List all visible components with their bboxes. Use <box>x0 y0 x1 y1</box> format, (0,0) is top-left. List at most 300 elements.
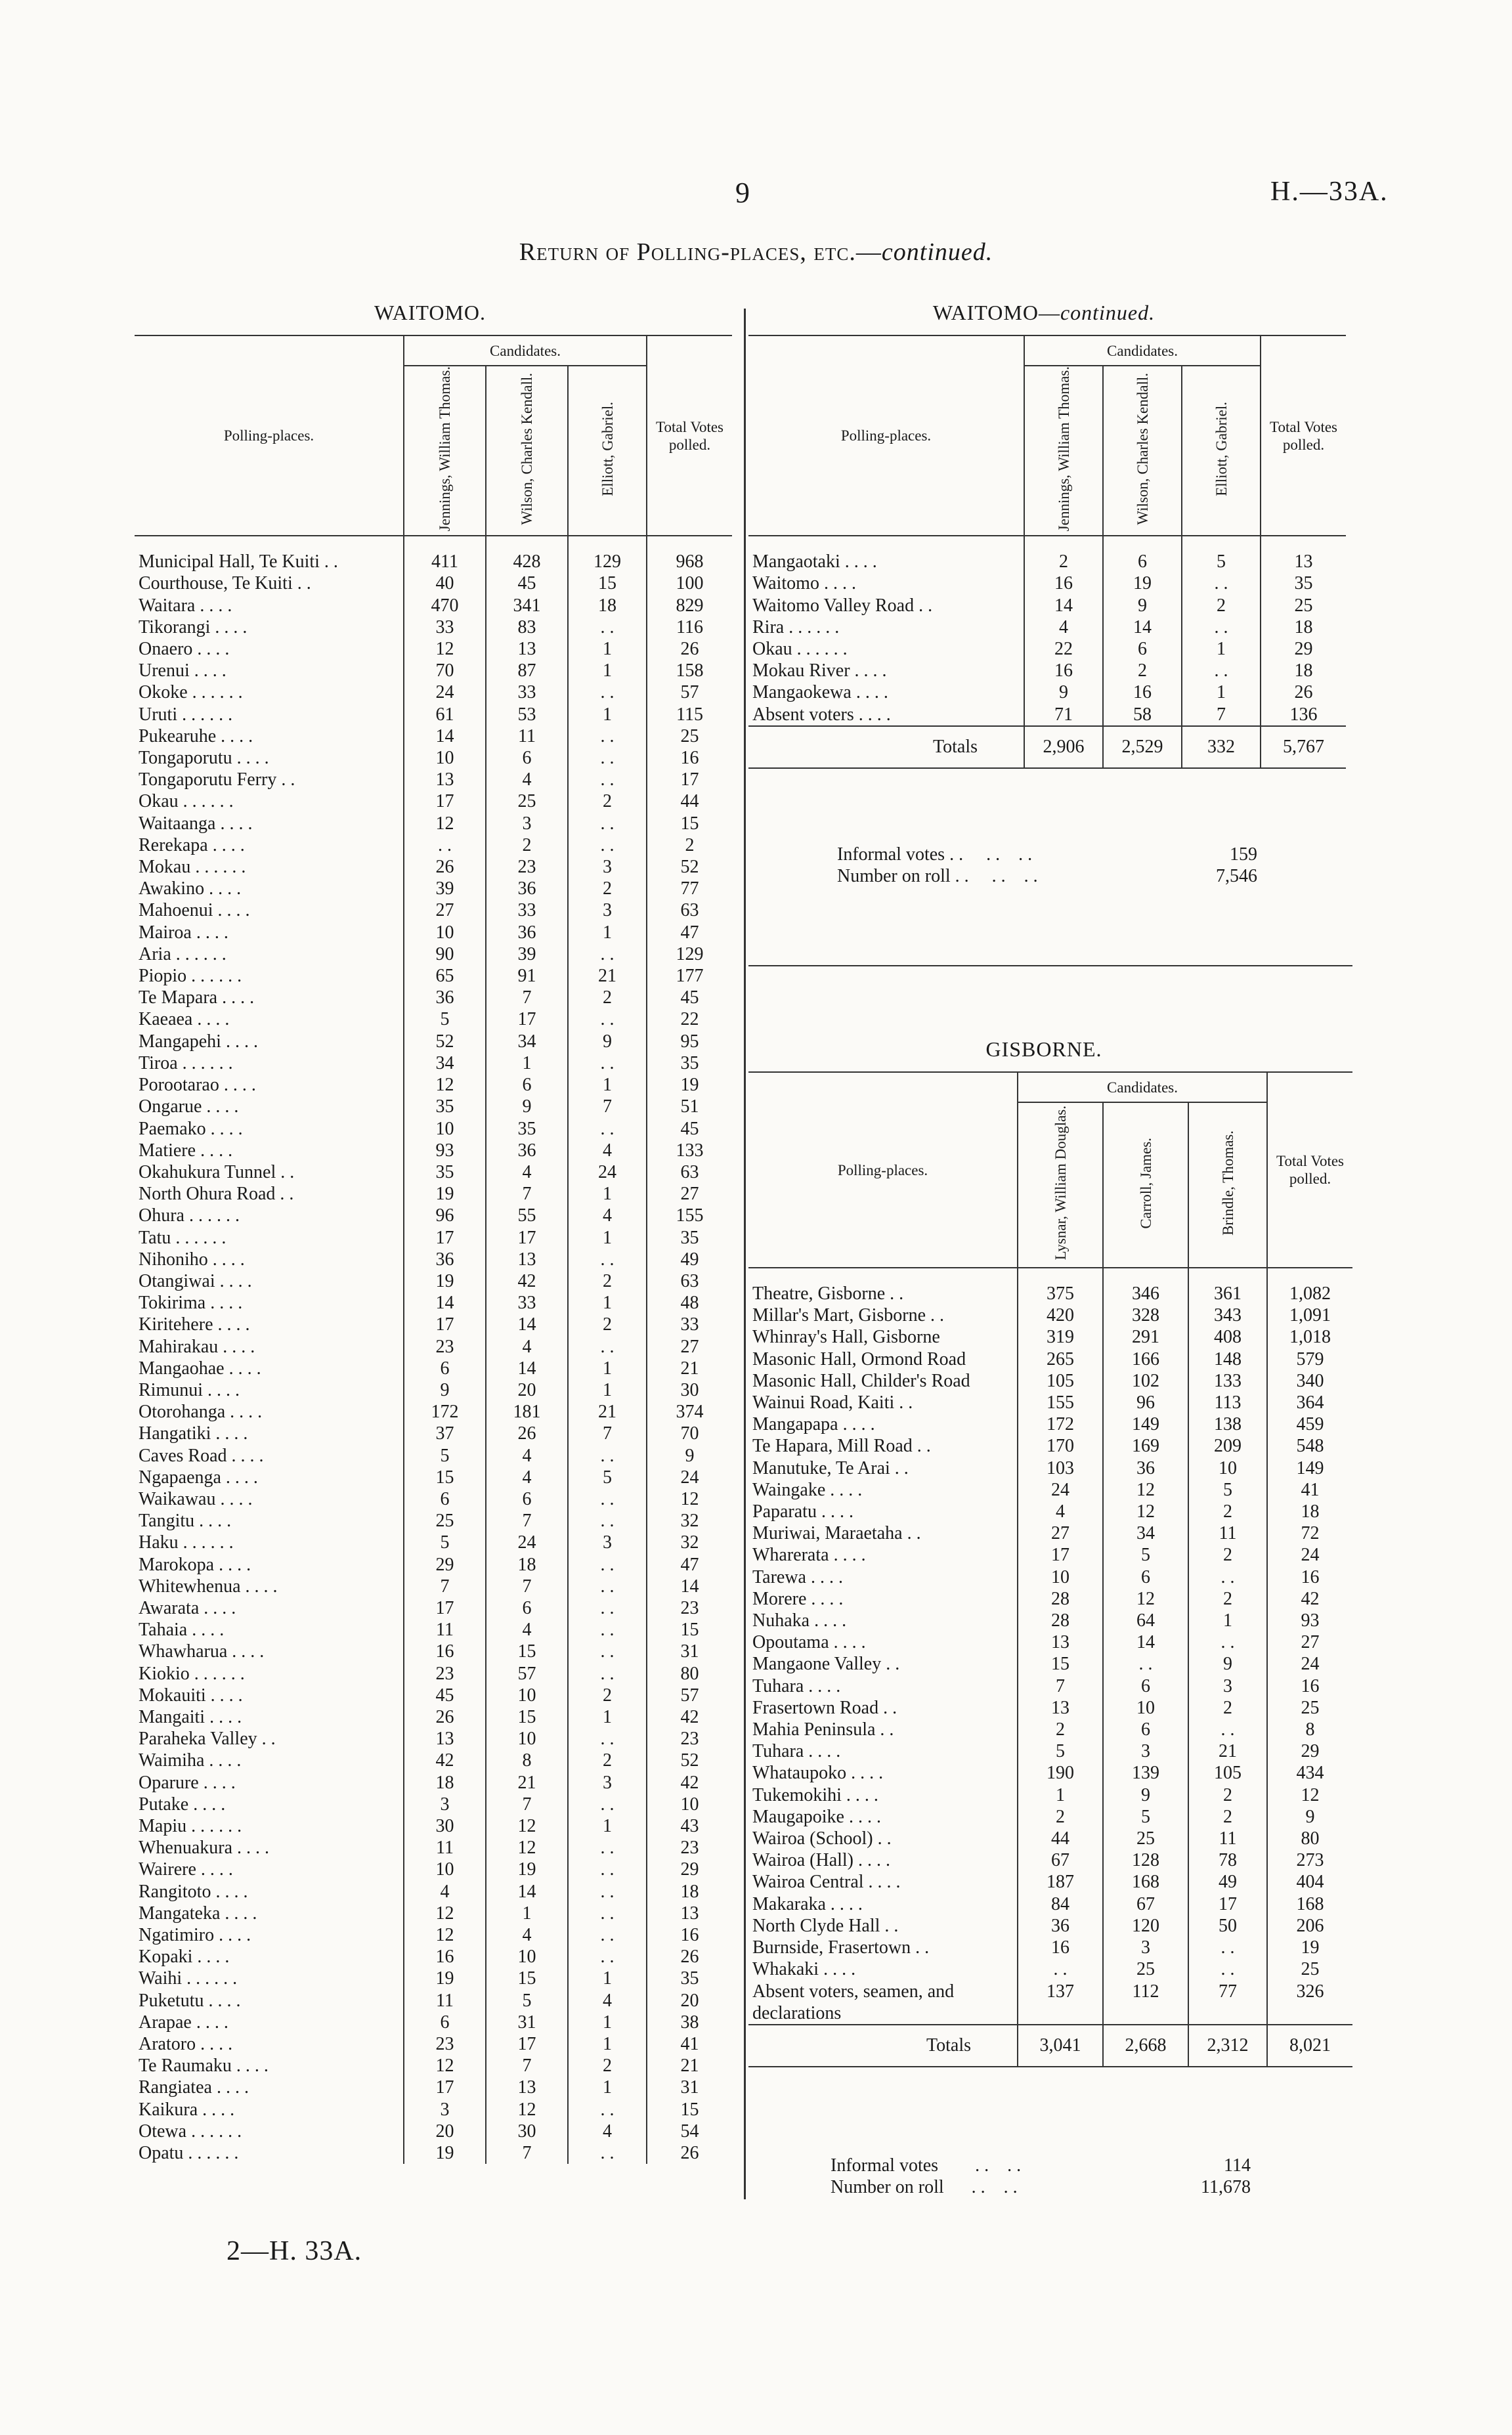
total-votes-cell: 57 <box>647 1685 732 1706</box>
vote-count-cell: 3 <box>486 813 568 834</box>
vote-count-cell: 12 <box>404 2055 486 2077</box>
table-row <box>135 1510 732 1532</box>
vote-count-cell: 2 <box>1188 1806 1267 1828</box>
vote-count-cell: 4 <box>486 1161 568 1183</box>
total-votes-cell: 23 <box>647 1837 732 1859</box>
vote-count-cell: 12 <box>404 1074 486 1096</box>
table-row <box>135 769 732 790</box>
total-votes-cell: 136 <box>1261 704 1346 726</box>
vote-count-cell: 265 <box>1018 1348 1103 1370</box>
vote-count-cell: 3 <box>404 1794 486 1815</box>
vote-count-cell: 28 <box>1018 1588 1103 1610</box>
vote-count-cell: 7 <box>486 2055 568 2077</box>
vote-count-cell: 15 <box>1018 1653 1103 1675</box>
polling-place-name: Paraheka Valley . . <box>139 1729 276 1750</box>
vote-count-cell: 30 <box>486 2121 568 2142</box>
total-votes-cell: 2 <box>647 834 732 856</box>
total-votes-cell: 47 <box>647 1554 732 1576</box>
vote-count-cell: 2 <box>1188 1501 1267 1522</box>
vote-count-cell: 2 <box>568 1314 647 1335</box>
vote-count-cell: . . <box>404 834 486 856</box>
table-row <box>135 1924 732 1946</box>
vote-count-cell: 20 <box>404 2121 486 2142</box>
vote-count-cell: 2 <box>568 790 647 812</box>
total-votes-cell: 17 <box>647 769 732 790</box>
vote-count-cell: 9 <box>486 1096 568 1117</box>
total-votes-cell: 19 <box>647 1074 732 1096</box>
total-votes-cell: 49 <box>647 1249 732 1270</box>
vote-count-cell: 12 <box>404 813 486 834</box>
on-roll-value: 11,678 <box>1201 2177 1251 2197</box>
vote-count-cell: 17 <box>486 1008 568 1030</box>
polling-place-name: Mokau River . . . . <box>752 660 887 681</box>
total-votes-cell: 26 <box>647 1946 732 1968</box>
total-cell: 332 <box>1182 726 1261 768</box>
vote-count-cell: 17 <box>404 790 486 812</box>
polling-place-name: Tangitu . . . . <box>139 1511 232 1532</box>
table-row <box>135 1663 732 1685</box>
gisborne-title: GISBORNE. <box>985 1037 1102 1061</box>
vote-count-cell: 27 <box>404 899 486 921</box>
polling-place-name: Onaero . . . . <box>139 639 230 660</box>
vote-count-cell: 6 <box>1103 1566 1188 1588</box>
total-cell: 2,668 <box>1103 2025 1188 2067</box>
vote-count-cell: 10 <box>1018 1566 1103 1588</box>
polling-place-name: declarations <box>752 2002 842 2023</box>
polling-place-name: Makaraka . . . . <box>752 1893 863 1914</box>
totals-label: Totals <box>748 2025 1018 2067</box>
candidate-header: Wilson, Charles Kendall. <box>486 366 568 536</box>
total-votes-cell: 72 <box>1267 1522 1352 1544</box>
polling-place-name: Tahaia . . . . <box>139 1620 225 1641</box>
vote-count-cell: 12 <box>404 638 486 660</box>
total-votes-cell: 23 <box>647 1728 732 1750</box>
candidates-header: Candidates. <box>1024 335 1261 366</box>
vote-count-cell: 190 <box>1018 1762 1103 1784</box>
vote-count-cell: 22 <box>1024 638 1103 660</box>
total-votes-cell: 18 <box>1267 1501 1352 1522</box>
on-roll-label: Number on roll . . . . . . <box>837 866 1038 886</box>
polling-place-name: Absent voters, seamen, and <box>752 1981 955 2002</box>
vote-count-cell: 4 <box>486 769 568 790</box>
total-votes-cell: 41 <box>1267 1479 1352 1501</box>
vote-count-cell: 77 <box>1188 1981 1267 2002</box>
table-row <box>135 1859 732 1880</box>
table-row <box>748 1370 1352 1392</box>
table-row <box>135 2142 732 2164</box>
table-row <box>135 616 732 638</box>
vote-count-cell: 64 <box>1103 1610 1188 1631</box>
polling-place-name: Okahukura Tunnel . . <box>139 1161 295 1182</box>
table-row <box>135 1270 732 1292</box>
candidate-header: Wilson, Charles Kendall. <box>1103 366 1182 536</box>
polling-place-name: Tongaporutu . . . . <box>139 748 269 769</box>
vote-count-cell: 2 <box>568 2055 647 2077</box>
page-title-emphasis: continued. <box>881 238 993 266</box>
table-row <box>135 2012 732 2033</box>
gisborne-summary <box>831 2155 1251 2201</box>
vote-count-cell: 181 <box>486 1401 568 1423</box>
table-row <box>748 1981 1352 2002</box>
polling-place-name: Opoutama . . . . <box>752 1632 866 1653</box>
vote-count-cell: 34 <box>1103 1522 1188 1544</box>
vote-count-cell: 408 <box>1188 1326 1267 1348</box>
polling-place-name: Rangiatea . . . . <box>139 2077 249 2098</box>
vote-count-cell: 1 <box>568 2033 647 2055</box>
vote-count-cell: 14 <box>404 725 486 747</box>
vote-count-cell: 11 <box>404 1619 486 1641</box>
vote-count-cell: 172 <box>404 1401 486 1423</box>
polling-place-name: Nuhaka . . . . <box>752 1610 847 1631</box>
waitomo-table <box>135 335 732 2164</box>
vote-count-cell: 4 <box>1024 616 1103 638</box>
vote-count-cell: 9 <box>1103 595 1182 616</box>
vote-count-cell: . . <box>568 1728 647 1750</box>
vote-count-cell: . . <box>568 1837 647 1859</box>
table-row <box>135 1576 732 1597</box>
vote-count-cell: 50 <box>1188 1915 1267 1937</box>
vote-count-cell: 4 <box>486 1619 568 1641</box>
vote-count-cell: 49 <box>1188 1871 1267 1893</box>
vote-count-cell: 25 <box>486 790 568 812</box>
polling-place-name: Mapiu . . . . . . <box>139 1816 242 1836</box>
vote-count-cell: 2 <box>1018 1719 1103 1740</box>
vote-count-cell: 52 <box>404 1031 486 1052</box>
vote-count-cell: 4 <box>486 1445 568 1467</box>
vote-count-cell: 17 <box>486 2033 568 2055</box>
total-votes-cell: 25 <box>1267 1697 1352 1719</box>
vote-count-cell: 19 <box>404 1183 486 1205</box>
vote-count-cell: 10 <box>404 747 486 769</box>
total-votes-header: Total Votes polled. <box>1267 1072 1352 1268</box>
vote-count-cell: 7 <box>486 1794 568 1815</box>
total-votes-cell: 9 <box>647 1445 732 1467</box>
table-row <box>748 1937 1352 1958</box>
vote-count-cell: 4 <box>568 1205 647 1226</box>
total-votes-cell: 35 <box>647 1052 732 1074</box>
vote-count-cell: . . <box>1188 1719 1267 1740</box>
vote-count-cell: 1 <box>568 1292 647 1314</box>
vote-count-cell: 35 <box>404 1161 486 1183</box>
vote-count-cell: 10 <box>404 922 486 943</box>
vote-count-cell: . . <box>568 1946 647 1968</box>
vote-count-cell: 2 <box>1024 536 1103 572</box>
polling-place-name: Masonic Hall, Childer's Road <box>752 1370 970 1391</box>
total-votes-cell: 63 <box>647 1270 732 1292</box>
total-votes-cell: 23 <box>647 1597 732 1619</box>
vote-count-cell: 14 <box>1103 1631 1188 1653</box>
vote-count-cell: 6 <box>404 2012 486 2033</box>
total-votes-cell: 434 <box>1267 1762 1352 1784</box>
vote-count-cell: . . <box>568 813 647 834</box>
vote-count-cell: 7 <box>568 1423 647 1444</box>
total-votes-cell: 45 <box>647 1118 732 1140</box>
informal-votes-value: 114 <box>1224 2155 1251 2176</box>
vote-count-cell: 6 <box>486 1488 568 1510</box>
polling-place-name: Wairoa (Hall) . . . . <box>752 1850 890 1871</box>
polling-place-name: Awarata . . . . <box>139 1597 236 1618</box>
vote-count-cell: 2 <box>1018 1806 1103 1828</box>
vote-count-cell: 2 <box>1103 660 1182 681</box>
vote-count-cell: 12 <box>404 1903 486 1924</box>
vote-count-cell: 1 <box>568 1379 647 1401</box>
polling-place-name: Mairoa . . . . <box>139 922 228 943</box>
vote-count-cell: 36 <box>486 1140 568 1161</box>
table-row <box>135 704 732 725</box>
vote-count-cell: 29 <box>404 1554 486 1576</box>
table-row <box>748 1588 1352 1610</box>
vote-count-cell: 17 <box>404 1314 486 1335</box>
table-row <box>748 1806 1352 1828</box>
vote-count-cell: 4 <box>486 1336 568 1358</box>
vote-count-cell: 15 <box>486 1968 568 1989</box>
total-votes-cell: 21 <box>647 1358 732 1379</box>
table-row <box>135 878 732 899</box>
polling-place-name: Rira . . . . . . <box>752 616 840 637</box>
table-row <box>135 856 732 878</box>
polling-place-name: Okau . . . . . . <box>752 639 848 660</box>
polling-place-name: Rerekapa . . . . <box>139 834 245 855</box>
polling-place-name: Te Raumaku . . . . <box>139 2056 269 2077</box>
vote-count-cell: 11 <box>404 1990 486 2012</box>
polling-place-name: Waikawau . . . . <box>139 1488 253 1509</box>
total-votes-cell: 133 <box>647 1140 732 1161</box>
table-row <box>135 1118 732 1140</box>
vote-count-cell: 6 <box>404 1358 486 1379</box>
vote-count-cell: 90 <box>404 943 486 965</box>
vote-count-cell: 96 <box>404 1205 486 1226</box>
vote-count-cell: 19 <box>486 1859 568 1880</box>
vote-count-cell: 5 <box>404 1445 486 1467</box>
vote-count-cell: 18 <box>486 1554 568 1576</box>
vote-count-cell: . . <box>1182 616 1261 638</box>
vote-count-cell: 428 <box>486 536 568 572</box>
vote-count-cell: 1 <box>568 1706 647 1728</box>
table-row <box>748 1326 1352 1348</box>
vote-count-cell: 36 <box>486 922 568 943</box>
totals-row <box>748 726 1346 768</box>
vote-count-cell: 35 <box>404 1096 486 1117</box>
polling-place-name: Puketutu . . . . <box>139 1990 241 2011</box>
table-row <box>135 725 732 747</box>
table-row <box>135 1641 732 1662</box>
vote-count-cell: 346 <box>1103 1268 1188 1304</box>
total-votes-cell: 1,082 <box>1267 1268 1352 1304</box>
total-cell: 8,021 <box>1267 2025 1352 2067</box>
vote-count-cell: 14 <box>486 1358 568 1379</box>
vote-count-cell: 30 <box>404 1815 486 1837</box>
vote-count-cell: 11 <box>486 725 568 747</box>
polling-place-name: Muriwai, Maraetaha . . <box>752 1523 921 1544</box>
polling-place-name: Whawharua . . . . <box>139 1641 265 1662</box>
table-row <box>748 595 1346 616</box>
vote-count-cell: 7 <box>1018 1675 1103 1697</box>
total-votes-cell: 32 <box>647 1510 732 1532</box>
candidate-header: Carroll, James. <box>1103 1102 1188 1268</box>
vote-count-cell: 16 <box>1018 1937 1103 1958</box>
total-votes-cell: 63 <box>647 1161 732 1183</box>
vote-count-cell: 103 <box>1018 1457 1103 1479</box>
total-votes-cell: 177 <box>647 965 732 987</box>
polling-place-name: Awakino . . . . <box>139 878 242 899</box>
table-row <box>748 1457 1352 1479</box>
vote-count-cell: 26 <box>404 856 486 878</box>
vote-count-cell: . . <box>568 1510 647 1532</box>
vote-count-cell: . . <box>568 1663 647 1685</box>
total-votes-cell: 43 <box>647 1815 732 1837</box>
vote-count-cell: 33 <box>486 899 568 921</box>
table-row <box>748 572 1346 594</box>
vote-count-cell: 18 <box>404 1772 486 1794</box>
vote-count-cell: 4 <box>568 2121 647 2142</box>
total-votes-cell: 459 <box>1267 1413 1352 1435</box>
table-row <box>748 1958 1352 1980</box>
vote-count-cell: 13 <box>1018 1697 1103 1719</box>
vote-count-cell: 14 <box>404 1292 486 1314</box>
total-votes-cell: 168 <box>1267 1893 1352 1915</box>
table-row <box>135 1728 732 1750</box>
vote-count-cell: 3 <box>1103 1937 1188 1958</box>
vote-count-cell: . . <box>568 1052 647 1074</box>
vote-count-cell: 12 <box>486 1815 568 1837</box>
polling-place-name: Whitewhenua . . . . <box>139 1576 278 1597</box>
vote-count-cell: 31 <box>486 2012 568 2033</box>
total-votes-cell: 12 <box>1267 1784 1352 1806</box>
polling-place-name: Ongarue . . . . <box>139 1096 239 1117</box>
vote-count-cell: . . <box>568 1576 647 1597</box>
candidate-header: Jennings, William Thomas. <box>404 366 486 536</box>
vote-count-cell: 39 <box>486 943 568 965</box>
table-row <box>748 1762 1352 1784</box>
total-votes-cell: 27 <box>647 1336 732 1358</box>
vote-count-cell: 13 <box>1018 1631 1103 1653</box>
table-row <box>135 1772 732 1794</box>
vote-count-cell: 24 <box>404 681 486 703</box>
polling-places-header: Polling-places. <box>135 335 404 536</box>
polling-place-name: Wainui Road, Kaiti . . <box>752 1392 913 1413</box>
table-row <box>135 1815 732 1837</box>
page-title <box>0 238 1512 267</box>
vote-count-cell: 168 <box>1103 1871 1188 1893</box>
vote-count-cell: 14 <box>1103 616 1182 638</box>
polling-place-name: Arapae . . . . <box>139 2012 228 2033</box>
vote-count-cell: 57 <box>486 1663 568 1685</box>
total-votes-cell: 206 <box>1267 1915 1352 1937</box>
total-votes-cell: 57 <box>647 681 732 703</box>
total-votes-cell: 29 <box>1261 638 1346 660</box>
table-row <box>748 1849 1352 1871</box>
vote-count-cell: 361 <box>1188 1268 1267 1304</box>
vote-count-cell: 187 <box>1018 1871 1103 1893</box>
polling-place-name: Otewa . . . . . . <box>139 2121 242 2142</box>
polling-place-name: Piopio . . . . . . <box>139 966 242 987</box>
vote-count-cell: 5 <box>404 1008 486 1030</box>
table-row <box>748 1893 1352 1915</box>
vote-count-cell: 34 <box>486 1031 568 1052</box>
table-row <box>135 1292 732 1314</box>
polling-place-name: Nihoniho . . . . <box>139 1249 245 1270</box>
vote-count-cell: 9 <box>568 1031 647 1052</box>
total-votes-cell: 29 <box>647 1859 732 1880</box>
polling-place-name: Oparure . . . . <box>139 1772 236 1793</box>
total-votes-cell: 968 <box>647 536 732 572</box>
polling-place-name: Mangaohae . . . . <box>139 1358 261 1379</box>
polling-place-name: Mahirakau . . . . <box>139 1336 255 1357</box>
polling-place-name: Mahoenui . . . . <box>139 900 250 921</box>
total-votes-cell: 12 <box>647 1488 732 1510</box>
total-votes-cell: 31 <box>647 2077 732 2098</box>
total-votes-cell: 18 <box>647 1881 732 1903</box>
vote-count-cell: . . <box>568 747 647 769</box>
total-votes-cell: 95 <box>647 1031 732 1052</box>
vote-count-cell: 7 <box>486 1183 568 1205</box>
table-row <box>135 1031 732 1052</box>
vote-count-cell: 105 <box>1018 1370 1103 1392</box>
vote-count-cell: 33 <box>404 616 486 638</box>
table-row <box>135 2033 732 2055</box>
vote-count-cell: 83 <box>486 616 568 638</box>
table-row <box>748 1784 1352 1806</box>
table-row <box>748 1740 1352 1762</box>
polling-place-name: Whinray's Hall, Gisborne <box>752 1327 940 1348</box>
vote-count-cell: 2 <box>568 987 647 1008</box>
polling-place-name: Aria . . . . . . <box>139 943 227 964</box>
vote-count-cell: . . <box>568 1488 647 1510</box>
vote-count-cell: 23 <box>404 2033 486 2055</box>
total-votes-cell: 374 <box>647 1401 732 1423</box>
total-votes-cell: 129 <box>647 943 732 965</box>
vote-count-cell: 15 <box>404 1467 486 1488</box>
total-votes-cell: 404 <box>1267 1871 1352 1893</box>
polling-place-name: Whataupoko . . . . <box>752 1763 884 1784</box>
polling-place-name: Mangaotaki . . . . <box>752 551 877 572</box>
table-row <box>135 1946 732 1968</box>
polling-place-name: Wairoa Central . . . . <box>752 1872 901 1893</box>
vote-count-cell: 24 <box>568 1161 647 1183</box>
total-votes-cell: 14 <box>647 1576 732 1597</box>
vote-count-cell: 1 <box>568 1358 647 1379</box>
total-votes-cell: 15 <box>647 813 732 834</box>
vote-count-cell: 10 <box>486 1728 568 1750</box>
table-row <box>748 638 1346 660</box>
section-rule <box>748 965 1352 966</box>
total-cell: 2,529 <box>1103 726 1182 768</box>
vote-count-cell: 2 <box>1188 1544 1267 1566</box>
total-votes-cell: 48 <box>647 1292 732 1314</box>
vote-count-cell: 9 <box>1188 1653 1267 1675</box>
total-votes-header: Total Votes polled. <box>647 335 732 536</box>
candidate-header: Elliott, Gabriel. <box>1182 366 1261 536</box>
vote-count-cell: 35 <box>486 1118 568 1140</box>
vote-count-cell: 84 <box>1018 1893 1103 1915</box>
total-votes-cell: 115 <box>647 704 732 725</box>
total-votes-cell: 18 <box>1261 616 1346 638</box>
vote-count-cell: 7 <box>486 1510 568 1532</box>
vote-count-cell <box>1103 2002 1188 2025</box>
table-row <box>135 1532 732 1553</box>
polling-place-name: Otorohanga . . . . <box>139 1402 263 1423</box>
table-row <box>135 747 732 769</box>
polling-place-name: Tuhara . . . . <box>752 1741 841 1762</box>
vote-count-cell: . . <box>1188 1958 1267 1980</box>
vote-count-cell: 291 <box>1103 1326 1188 1348</box>
total-votes-cell: 35 <box>647 1968 732 1989</box>
total-votes-cell: 63 <box>647 899 732 921</box>
vote-count-cell: 9 <box>1103 1784 1188 1806</box>
table-row <box>135 922 732 943</box>
polling-place-name: Tiroa . . . . . . <box>139 1052 233 1073</box>
total-votes-cell: 32 <box>647 1532 732 1553</box>
